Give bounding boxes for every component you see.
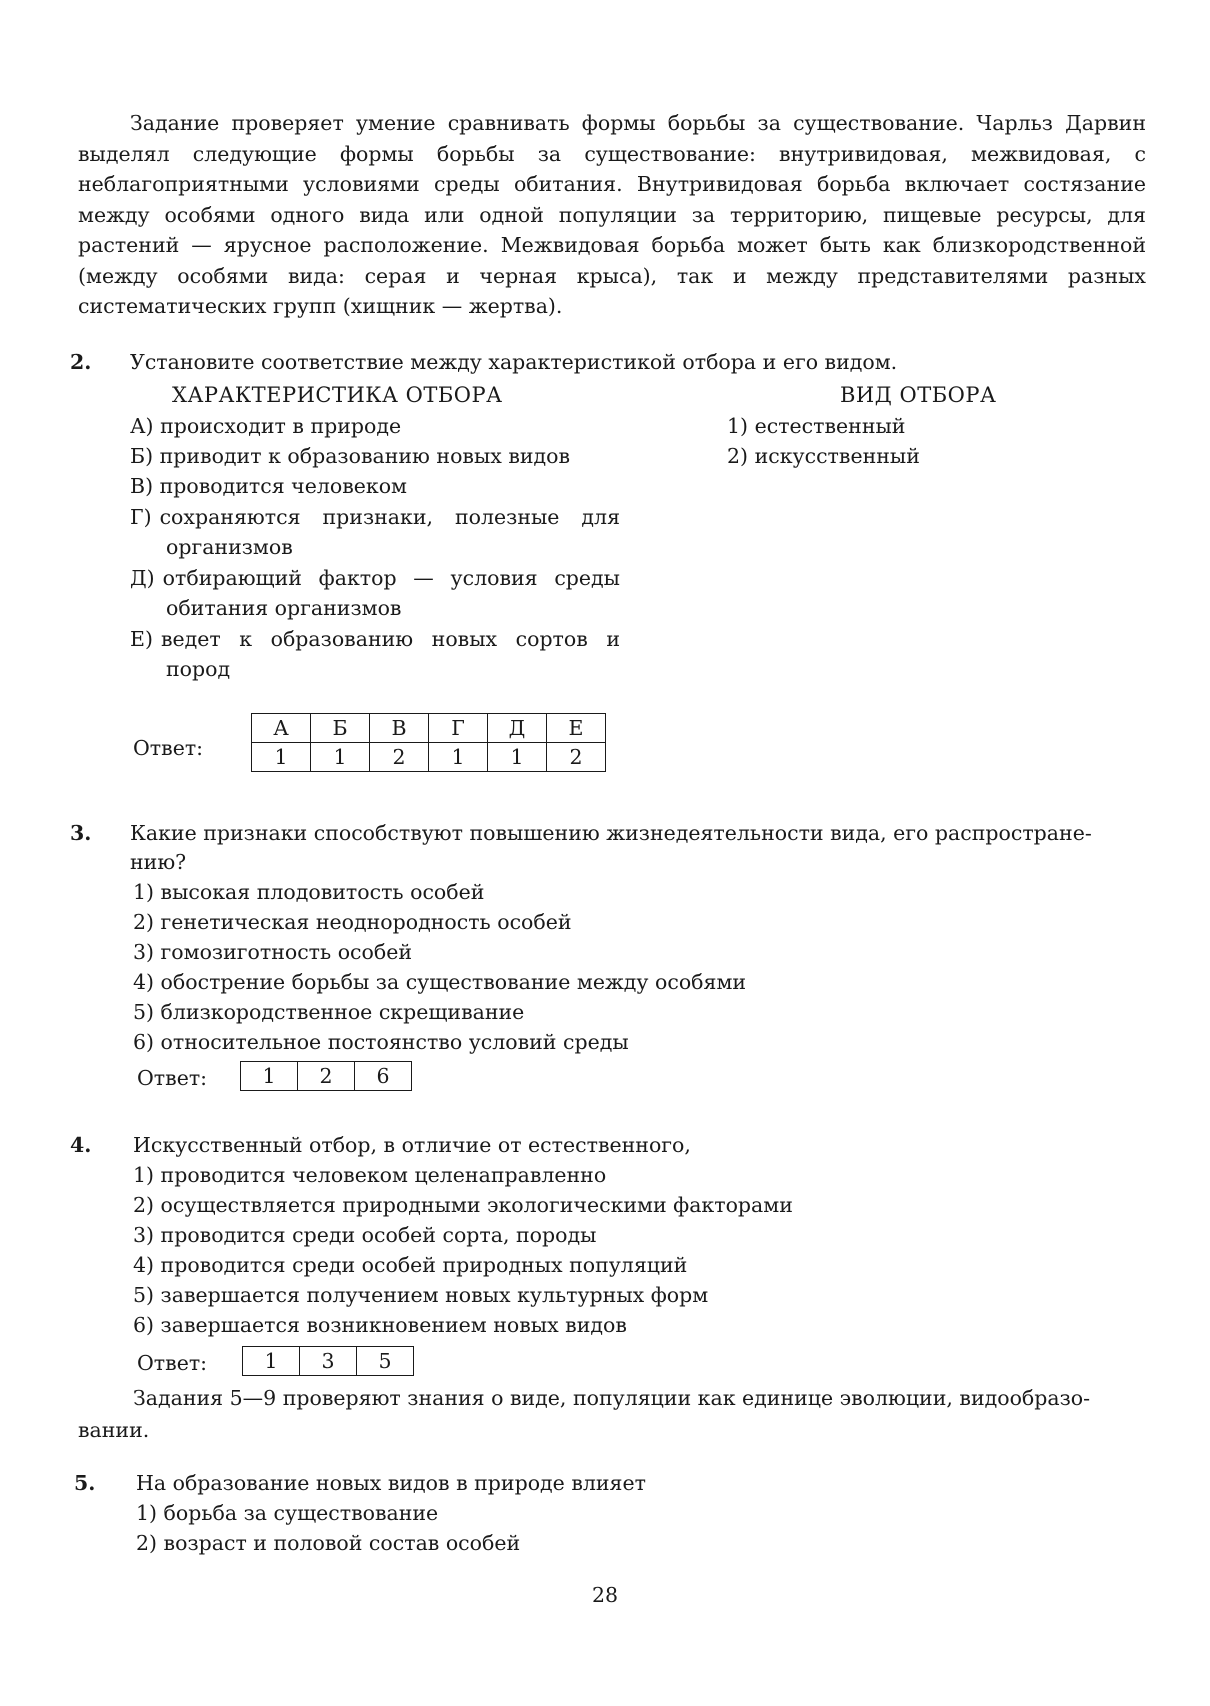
- q2-item-g: [130, 502, 620, 562]
- q2-item-label: Д): [130, 566, 155, 590]
- q2-answer-label: Ответ:: [133, 736, 204, 760]
- page-number: 28: [591, 1583, 619, 1607]
- q3-answer-value: 1: [241, 1062, 298, 1091]
- q3-option: 2) генетическая неоднородность особей: [133, 910, 572, 934]
- q4-option: 3) проводится среди особей сорта, породы: [133, 1223, 597, 1247]
- q2-item-e: [130, 624, 620, 684]
- q5-option: 2) возраст и половой состав особей: [136, 1531, 521, 1555]
- q2-number: 2.: [70, 350, 92, 374]
- q2-item-text-cont: пород: [166, 657, 231, 681]
- q4-option: 4) проводится среди особей природных популяций: [133, 1253, 688, 1277]
- q2-answer-header: А: [252, 714, 311, 743]
- q2-answer-value: 1: [311, 743, 370, 772]
- q2-answer-value: 1: [488, 743, 547, 772]
- q3-answer-value: 6: [355, 1062, 412, 1091]
- q2-answer-header: Б: [311, 714, 370, 743]
- q2-left-header: ХАРАКТЕРИСТИКА ОТБОРА: [172, 383, 503, 407]
- q2-answer-value: 1: [429, 743, 488, 772]
- q2-answer-header: Г: [429, 714, 488, 743]
- q2-item-text: сохраняются признаки, полезные для: [159, 505, 620, 529]
- q2-right-label: 1): [727, 414, 749, 438]
- q2-item-text: отбирающий фактор — условия среды: [162, 566, 620, 590]
- section-note-line1: Задания 5—9 проверяют знания о виде, популяции как единице эволюции, видообразо-: [133, 1386, 1091, 1410]
- q3-text-line2: нию?: [130, 850, 187, 874]
- q5-number: 5.: [74, 1471, 96, 1495]
- q3-option: 4) обострение борьбы за существование между особями: [133, 970, 747, 994]
- q2-answer-table: [251, 713, 606, 772]
- q2-item-d: [130, 563, 620, 623]
- q2-item-text: приводит к образованию новых видов: [159, 444, 571, 468]
- q3-option: 5) близкородственное скрещивание: [133, 1000, 525, 1024]
- q2-answer-header: Д: [488, 714, 547, 743]
- q2-answer-value-row: [252, 743, 606, 772]
- q2-item-label: Б): [130, 444, 154, 468]
- q4-option: 1) проводится человеком целенаправленно: [133, 1163, 607, 1187]
- q2-answer-header: Е: [547, 714, 606, 743]
- q2-item-label: В): [130, 474, 154, 498]
- q3-answer-table: [240, 1061, 412, 1091]
- q2-right-header: ВИД ОТБОРА: [840, 383, 997, 407]
- q2-item-label: А): [130, 414, 154, 438]
- q3-answer-row: [241, 1062, 412, 1091]
- q4-answer-value: 1: [243, 1347, 300, 1376]
- q2-text: Установите соответствие между характеристикой отбора и его видом.: [130, 350, 898, 374]
- q3-option: 6) относительное постоянство условий среды: [133, 1030, 629, 1054]
- q3-answer-value: 2: [298, 1062, 355, 1091]
- q2-right-label: 2): [727, 444, 749, 468]
- q4-answer-value: 5: [357, 1347, 414, 1376]
- q4-answer-label: Ответ:: [137, 1351, 208, 1375]
- q3-option: 3) гомозиготность особей: [133, 940, 413, 964]
- q3-option: 1) высокая плодовитость особей: [133, 880, 485, 904]
- q2-right-item-1: [727, 411, 905, 441]
- intro-paragraph: Задание проверяет умение сравнивать формы борьбы за существование. Чарльз Дарвин выделял следующие формы борьбы за существование: внутривидовая, межвидовая, с неблагоприятными условиями среды обитания. Внутривидовая борьба включает состязание между особями одного вида или одной популяции за территорию, пищевые ресурсы, для растений — ярусное расположение. Межвидовая борьба может быть как близкородственной (между особями вида: серая и черная крыса), так и между представителями разных систематических групп (хищник — жертва).: [78, 111, 1146, 318]
- q2-answer-value: 2: [370, 743, 429, 772]
- q2-answer-value: 1: [252, 743, 311, 772]
- q4-answer-row: [243, 1347, 414, 1376]
- q4-answer-value: 3: [300, 1347, 357, 1376]
- section-note-line2: вании.: [78, 1418, 150, 1442]
- q3-number: 3.: [70, 821, 92, 845]
- q2-item-text-cont: обитания организмов: [166, 596, 402, 620]
- q2-item-text: проводится человеком: [159, 474, 407, 498]
- q2-answer-header-row: [252, 714, 606, 743]
- intro-block: [78, 108, 1146, 322]
- q2-item-b: [130, 441, 570, 471]
- q2-answer-value: 2: [547, 743, 606, 772]
- q3-text-line1: Какие признаки способствуют повышению жизнедеятельности вида, его распростране-: [130, 821, 1092, 845]
- q2-right-text: искусственный: [754, 444, 920, 468]
- q4-answer-table: [242, 1346, 414, 1376]
- q2-item-v: [130, 471, 407, 501]
- q2-right-item-2: [727, 441, 920, 471]
- q5-option: 1) борьба за существование: [136, 1501, 439, 1525]
- q2-item-text: происходит в природе: [160, 414, 402, 438]
- q4-text: Искусственный отбор, в отличие от естественного,: [133, 1133, 691, 1157]
- q2-item-label: Е): [130, 627, 153, 651]
- q2-answer-header: В: [370, 714, 429, 743]
- q4-option: 6) завершается возникновением новых видов: [133, 1313, 627, 1337]
- q2-item-a: [130, 411, 401, 441]
- q2-item-label: Г): [130, 505, 152, 529]
- q2-item-text: ведет к образованию новых сортов и: [160, 627, 620, 651]
- q2-right-text: естественный: [754, 414, 906, 438]
- q4-option: 5) завершается получением новых культурных форм: [133, 1283, 709, 1307]
- q3-answer-label: Ответ:: [137, 1066, 208, 1090]
- q2-item-text-cont: организмов: [166, 535, 293, 559]
- q4-number: 4.: [70, 1133, 92, 1157]
- q4-option: 2) осуществляется природными экологическими факторами: [133, 1193, 793, 1217]
- q5-text: На образование новых видов в природе влияет: [136, 1471, 646, 1495]
